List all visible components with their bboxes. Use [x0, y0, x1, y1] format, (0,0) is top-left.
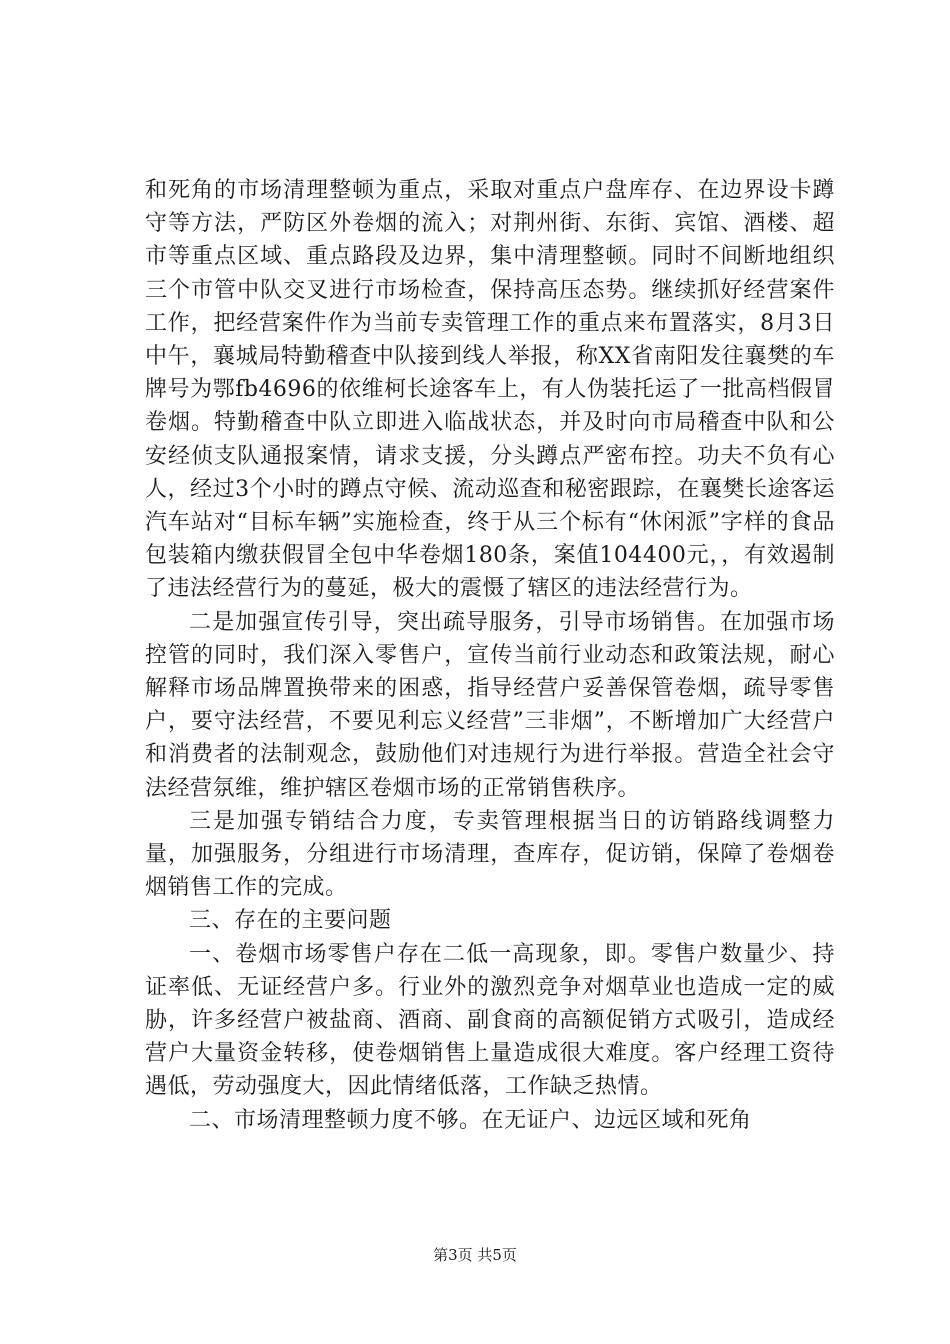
paragraph-4: 一、卷烟市场零售户存在二低一高现象，即。零售户数量少、持证率低、无证经营户多。行业外的激烈竞争对烟草业也造成一定的威胁，许多经营户被盐商、酒商、副食商的高额促销方式吸引，造成经营户大量资金转移，使卷烟销售上量造成很大难度。客户经理工资待遇低，劳动强度大，因此情绪低落，工作缺乏热情。	[145, 941, 835, 1100]
paragraph-1: 和死角的市场清理整顿为重点，采取对重点户盘库存、在边界设卡蹲守等方法，严防区外卷烟的流入；对荆州街、东街、宾馆、酒楼、超市等重点区域、重点路段及边界，集中清理整顿。同时不间断地组织三个市管中队交叉进行市场检查，保持高压态势。继续抓好经营案件工作，把经营案件作为当前专卖管理工作的重点来布置落实，8月3日中午，襄城局特勤稽查中队接到线人举报，称XX省南阳发往襄樊的车牌号为鄂fb4696的依维柯长途客车上，有人伪装托运了一批高档假冒卷烟。特勤稽查中队立即进入临战状态，并及时向市局稽查中队和公安经侦支队通报案情，请求支援，分头蹲点严密布控。功夫不负有心人，经过3个小时的蹲点守候、流动巡查和秘密跟踪，在襄樊长途客运汽车站对“目标车辆”实施检查，终于从三个标有“休闲派”字样的食品包装箱内缴获假冒全包中华卷烟180条，案值104400元，，有效遏制了违法经营行为的蔓延，极大的震慑了辖区的违法经营行为。	[145, 178, 835, 602]
section-heading: 三、存在的主要问题	[189, 908, 392, 934]
page-number-footer: 第3页 共5页	[433, 1246, 517, 1264]
paragraph-2: 二是加强宣传引导，突出疏导服务，引导市场销售。在加强市场控管的同时，我们深入零售户，宣传当前行业动态和政策法规，耐心解释市场品牌置换带来的困惑，指导经营户妥善保管卷烟，疏导零售户，要守法经营，不要见利忘义经营”三非烟”，不断增加广大经营户和消费者的法制观念，鼓励他们对违规行为进行举报。营造全社会守法经营氛维，维护辖区卷烟市场的正常销售秩序。	[145, 609, 835, 801]
document-body	[145, 174, 835, 1137]
paragraph-5: 二、市场清理整顿力度不够。在无证户、边远区域和死角	[189, 1107, 752, 1133]
paragraph-3: 三是加强专销结合力度，专卖管理根据当日的访销路线调整力量，加强服务，分组进行市场清理，查库存，促访销，保障了卷烟卷烟销售工作的完成。	[145, 808, 835, 901]
